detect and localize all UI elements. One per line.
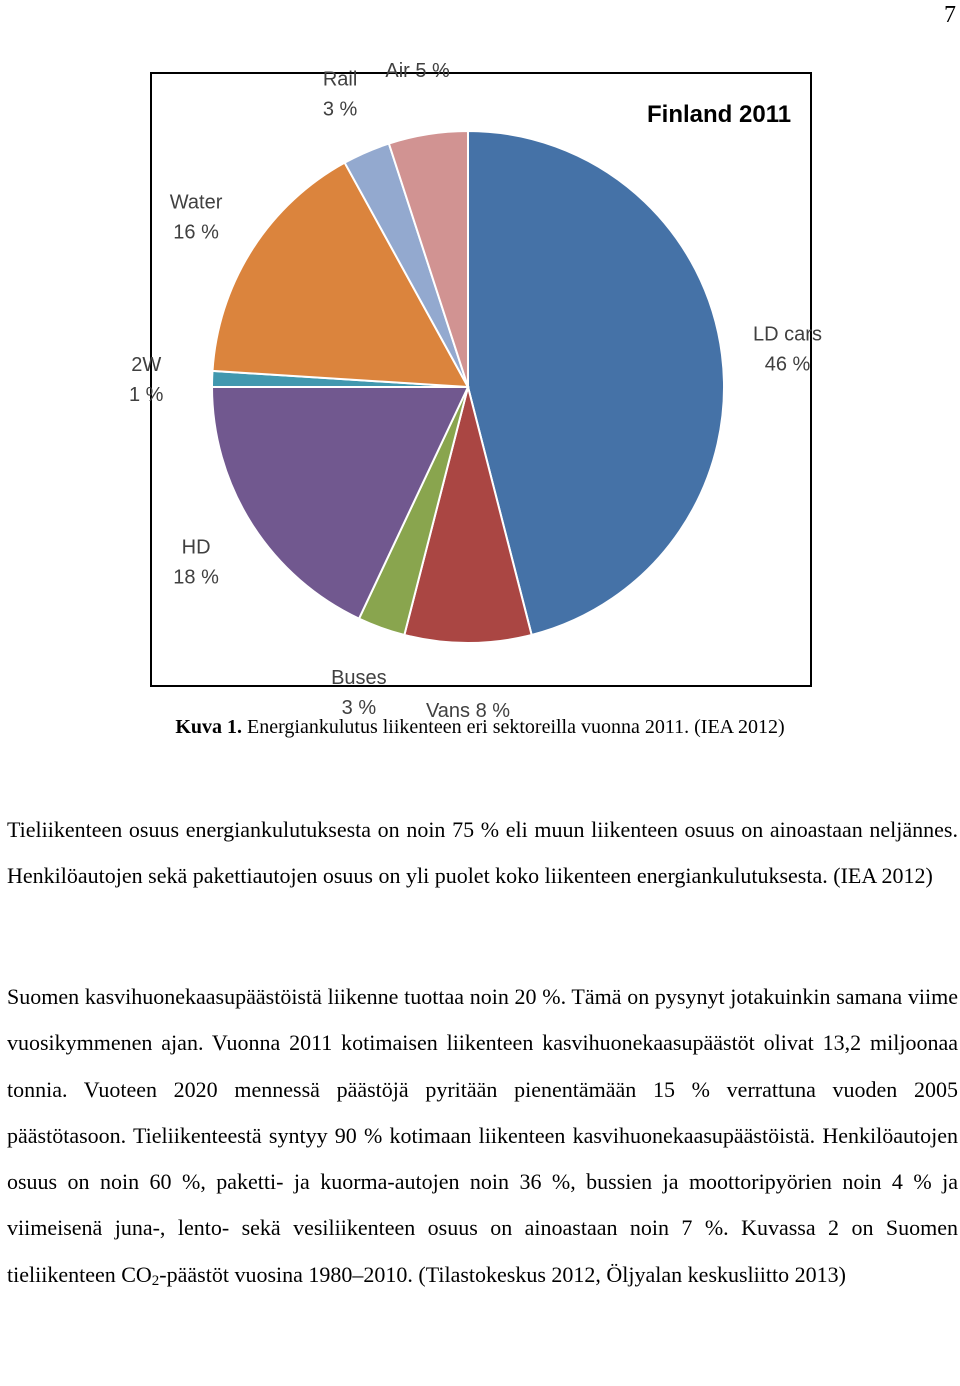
chart-title: Finland 2011 [647, 101, 792, 128]
figure-frame [128, 60, 822, 722]
pie-label-water: Water 16 % [169, 191, 223, 244]
pie-label-ld-cars: LD cars 46 % [753, 323, 822, 376]
paragraph-2-text: Suomen kasvihuonekaasupäästöistä liikenne tuottaa noin 20 %. Tämä on pysynyt jotakuinkin samana viime vuosikymmenen ajan. Vuonna 2011 kotimaisen liikenteen kasvihuonekaasupäästöt olivat 13,2 miljoonaa tonnia. Vuoteen 2020 mennessä päästöjä pyritään pienentämään 15 % verrattuna vuoden 2005 päästötasoon. Tieliikenteestä syntyy 90 % kotimaan liikenteen kasvihuonekaasupäästöistä. Henkilöautojen osuus on noin 60 %, paketti- ja kuorma-autojen noin 36 %, bussien ja moottoripyörien noin 4 % ja viimeisenä juna-, lento- sekä vesiliikenteen osuus on ainoastaan noin 7 %. Kuvassa 2 on Suomen tieliikenteen CO [7, 984, 958, 1287]
caption-text: Energiankulutus liikenteen eri sektoreilla vuonna 2011. (IEA 2012) [242, 716, 785, 738]
co2-subscript: 2 [151, 1272, 160, 1289]
paragraph-2 [7, 974, 958, 1298]
pie-slices [212, 131, 724, 643]
pie-label-air: Air 5 % [385, 60, 450, 82]
paragraph-1: Tieliikenteen osuus energiankulutuksesta on noin 75 % eli muun liikenteen osuus on ainoastaan neljännes. Henkilöautojen sekä pakettiautojen osuus on yli puolet koko liikenteen energiankulutuksesta. (IEA 2012) [7, 817, 958, 889]
figure-caption [0, 716, 960, 739]
pie-label-hd: HD 18 % [173, 536, 219, 589]
pie-label-2w: 2W 1 % [128, 353, 164, 406]
pie-label-vans: Vans 8 % [425, 700, 511, 722]
page-number: 7 [944, 2, 956, 28]
pie-label-rail: Rail 3 % [322, 68, 358, 121]
paragraph-2-text-end: -päästöt vuosina 1980–2010. (Tilastokeskus 2012, Öljyalan keskusliitto 2013) [159, 1261, 846, 1287]
pie-chart [128, 60, 822, 722]
pie-label-buses: Buses 3 % [331, 667, 387, 719]
caption-label: Kuva 1. [175, 716, 243, 738]
